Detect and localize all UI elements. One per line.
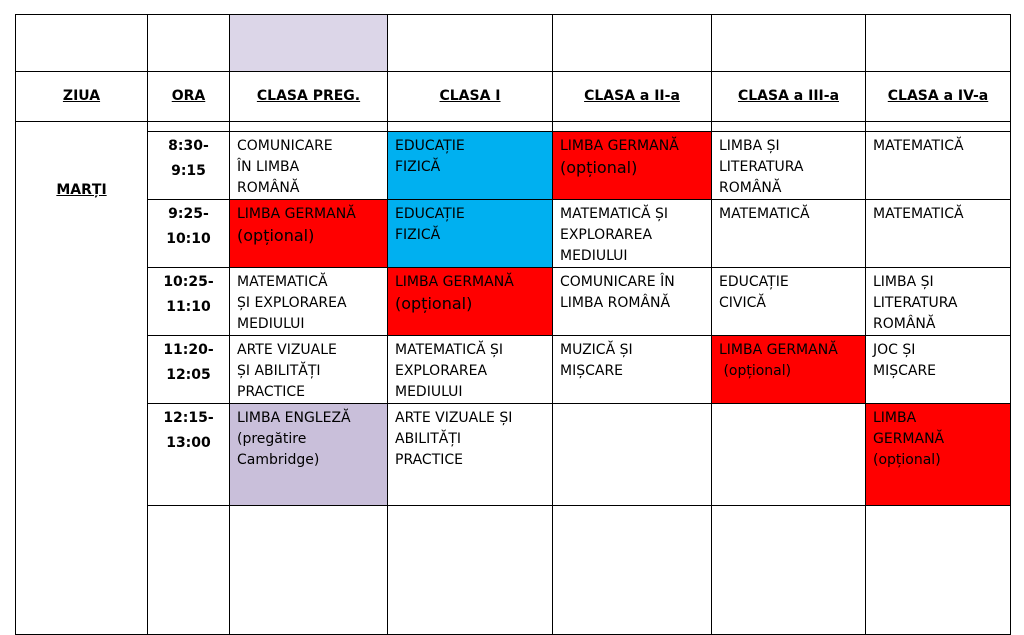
time-end: 9:15	[171, 163, 206, 179]
lesson-cell	[712, 132, 866, 200]
lesson-line: COMUNICARE	[237, 138, 333, 154]
lesson-line: JOC ȘI	[873, 342, 916, 358]
time-start: 10:25-	[163, 274, 214, 290]
blank-cell	[866, 15, 1011, 72]
lesson-line: MATEMATICĂ ȘI	[395, 342, 504, 358]
lesson-cell	[388, 200, 553, 268]
time-cell	[148, 268, 230, 336]
lesson-cell	[230, 336, 388, 404]
time-cell	[148, 132, 230, 200]
lesson-line: LIMBA GERMANĂ	[719, 342, 838, 358]
lesson-line: LIMBA GERMANĂ	[237, 206, 356, 222]
lesson-cell	[388, 268, 553, 336]
blank-cell	[553, 506, 712, 635]
blank-cell	[148, 122, 230, 132]
header-time: ORA	[148, 72, 230, 122]
lesson-line: EXPLORAREA	[395, 363, 488, 379]
lesson-line: (pregătire	[237, 431, 307, 447]
time-end: 10:10	[166, 231, 211, 247]
lesson-line: GERMANĂ	[873, 431, 945, 447]
blank-cell	[553, 15, 712, 72]
lesson-cell	[712, 336, 866, 404]
lesson-line: MATEMATICĂ	[719, 206, 810, 222]
blank-cell	[388, 122, 553, 132]
lesson-cell	[712, 200, 866, 268]
blank-cell	[230, 122, 388, 132]
blank-cell	[553, 122, 712, 132]
lesson-line: (opțional)	[237, 226, 315, 245]
time-end: 13:00	[166, 435, 211, 451]
lesson-cell	[553, 132, 712, 200]
lesson-line: (opțional)	[395, 294, 473, 313]
lesson-line: MATEMATICĂ	[237, 274, 328, 290]
lesson-line: MEDIULUI	[237, 316, 305, 332]
lesson-line: LIMBA GERMANĂ	[560, 138, 679, 154]
lesson-line: LITERATURA	[719, 159, 804, 175]
header-class-4: CLASA a IV-a	[866, 72, 1011, 122]
blank-cell	[388, 15, 553, 72]
blank-cell	[388, 506, 553, 635]
timetable	[15, 14, 1011, 635]
lesson-line: PRACTICE	[395, 452, 464, 468]
slot-row	[16, 132, 1011, 200]
lesson-cell	[230, 404, 388, 506]
lesson-line: LITERATURA	[873, 295, 958, 311]
time-end: 12:05	[166, 367, 211, 383]
lesson-cell	[866, 404, 1011, 506]
lesson-line: ARTE VIZUALE ȘI	[395, 410, 513, 426]
lesson-line: ABILITĂȚI	[395, 431, 462, 447]
lesson-line: LIMBA ȘI	[873, 274, 934, 290]
lesson-cell	[553, 336, 712, 404]
time-end: 11:10	[166, 299, 211, 315]
lesson-line: FIZICĂ	[395, 227, 441, 243]
lesson-line: ȘI EXPLORAREA	[237, 295, 347, 311]
header-class-prep: CLASA PREG.	[230, 72, 388, 122]
lesson-cell	[712, 268, 866, 336]
lesson-line: FIZICĂ	[395, 159, 441, 175]
lesson-line: (opțional)	[873, 452, 941, 468]
lesson-cell	[866, 132, 1011, 200]
lesson-line: MEDIULUI	[560, 248, 628, 264]
lesson-cell	[712, 404, 866, 506]
slot-row	[16, 200, 1011, 268]
blank-cell	[148, 15, 230, 72]
lesson-line: MATEMATICĂ	[873, 206, 964, 222]
lesson-cell	[230, 200, 388, 268]
time-start: 11:20-	[163, 342, 214, 358]
header-class-1: CLASA I	[388, 72, 553, 122]
blank-cell	[712, 122, 866, 132]
blank-cell	[712, 506, 866, 635]
blank-cell	[148, 506, 230, 635]
lesson-cell	[230, 132, 388, 200]
blank-cell	[866, 506, 1011, 635]
lesson-line: Cambridge)	[237, 452, 320, 468]
header-class-2: CLASA a II-a	[553, 72, 712, 122]
lesson-cell	[553, 200, 712, 268]
blank-cell	[866, 122, 1011, 132]
lesson-line: PRACTICE	[237, 384, 306, 400]
blank-cell	[16, 122, 148, 132]
lesson-line: ÎN LIMBA	[237, 159, 300, 175]
blank-cell	[16, 15, 148, 72]
lesson-line: COMUNICARE ÎN	[560, 274, 675, 290]
lesson-cell	[866, 336, 1011, 404]
lesson-cell	[866, 200, 1011, 268]
time-cell	[148, 336, 230, 404]
blank-cell	[230, 506, 388, 635]
time-cell	[148, 404, 230, 506]
lesson-line: MEDIULUI	[395, 384, 463, 400]
lesson-line: LIMBA ROMÂNĂ	[560, 295, 671, 311]
time-cell	[148, 200, 230, 268]
lesson-cell	[388, 404, 553, 506]
lesson-cell	[388, 336, 553, 404]
lesson-line: MATEMATICĂ ȘI	[560, 206, 669, 222]
top-blank-row	[16, 15, 1011, 72]
lesson-line: EDUCAȚIE	[395, 206, 465, 222]
lesson-line: MIȘCARE	[560, 363, 624, 379]
header-row	[16, 72, 1011, 122]
blank-cell	[230, 15, 388, 72]
slot-row	[16, 268, 1011, 336]
time-start: 8:30-	[168, 138, 209, 154]
lesson-line: ROMÂNĂ	[719, 180, 782, 196]
time-start: 9:25-	[168, 206, 209, 222]
lesson-line: ROMÂNĂ	[237, 180, 300, 196]
lesson-cell	[553, 268, 712, 336]
bottom-blank-row	[16, 506, 1011, 635]
blank-cell	[712, 15, 866, 72]
lesson-line: (opțional)	[719, 363, 792, 379]
lesson-line: (opțional)	[560, 158, 638, 177]
lesson-line: MATEMATICĂ	[873, 138, 964, 154]
spacer-row	[16, 122, 1011, 132]
time-start: 12:15-	[163, 410, 214, 426]
lesson-line: CIVICĂ	[719, 295, 766, 311]
lesson-line: ȘI ABILITĂȚI	[237, 363, 321, 379]
lesson-line: LIMBA	[873, 410, 917, 426]
lesson-line: MIȘCARE	[873, 363, 937, 379]
lesson-cell	[230, 268, 388, 336]
lesson-line: ROMÂNĂ	[873, 316, 936, 332]
lesson-line: MUZICĂ ȘI	[560, 342, 633, 358]
lesson-line: LIMBA ȘI	[719, 138, 780, 154]
lesson-line: ARTE VIZUALE	[237, 342, 337, 358]
lesson-cell	[553, 404, 712, 506]
lesson-cell	[388, 132, 553, 200]
header-class-3: CLASA a III-a	[712, 72, 866, 122]
day-label: MARȚI	[16, 132, 148, 635]
lesson-line: EDUCAȚIE	[395, 138, 465, 154]
slot-row	[16, 336, 1011, 404]
lesson-line: LIMBA ENGLEZĂ	[237, 410, 351, 426]
lesson-line: EXPLORAREA	[560, 227, 653, 243]
lesson-cell	[866, 268, 1011, 336]
lesson-line: LIMBA GERMANĂ	[395, 274, 514, 290]
slot-row	[16, 404, 1011, 506]
header-day: ZIUA	[16, 72, 148, 122]
lesson-line: EDUCAȚIE	[719, 274, 789, 290]
